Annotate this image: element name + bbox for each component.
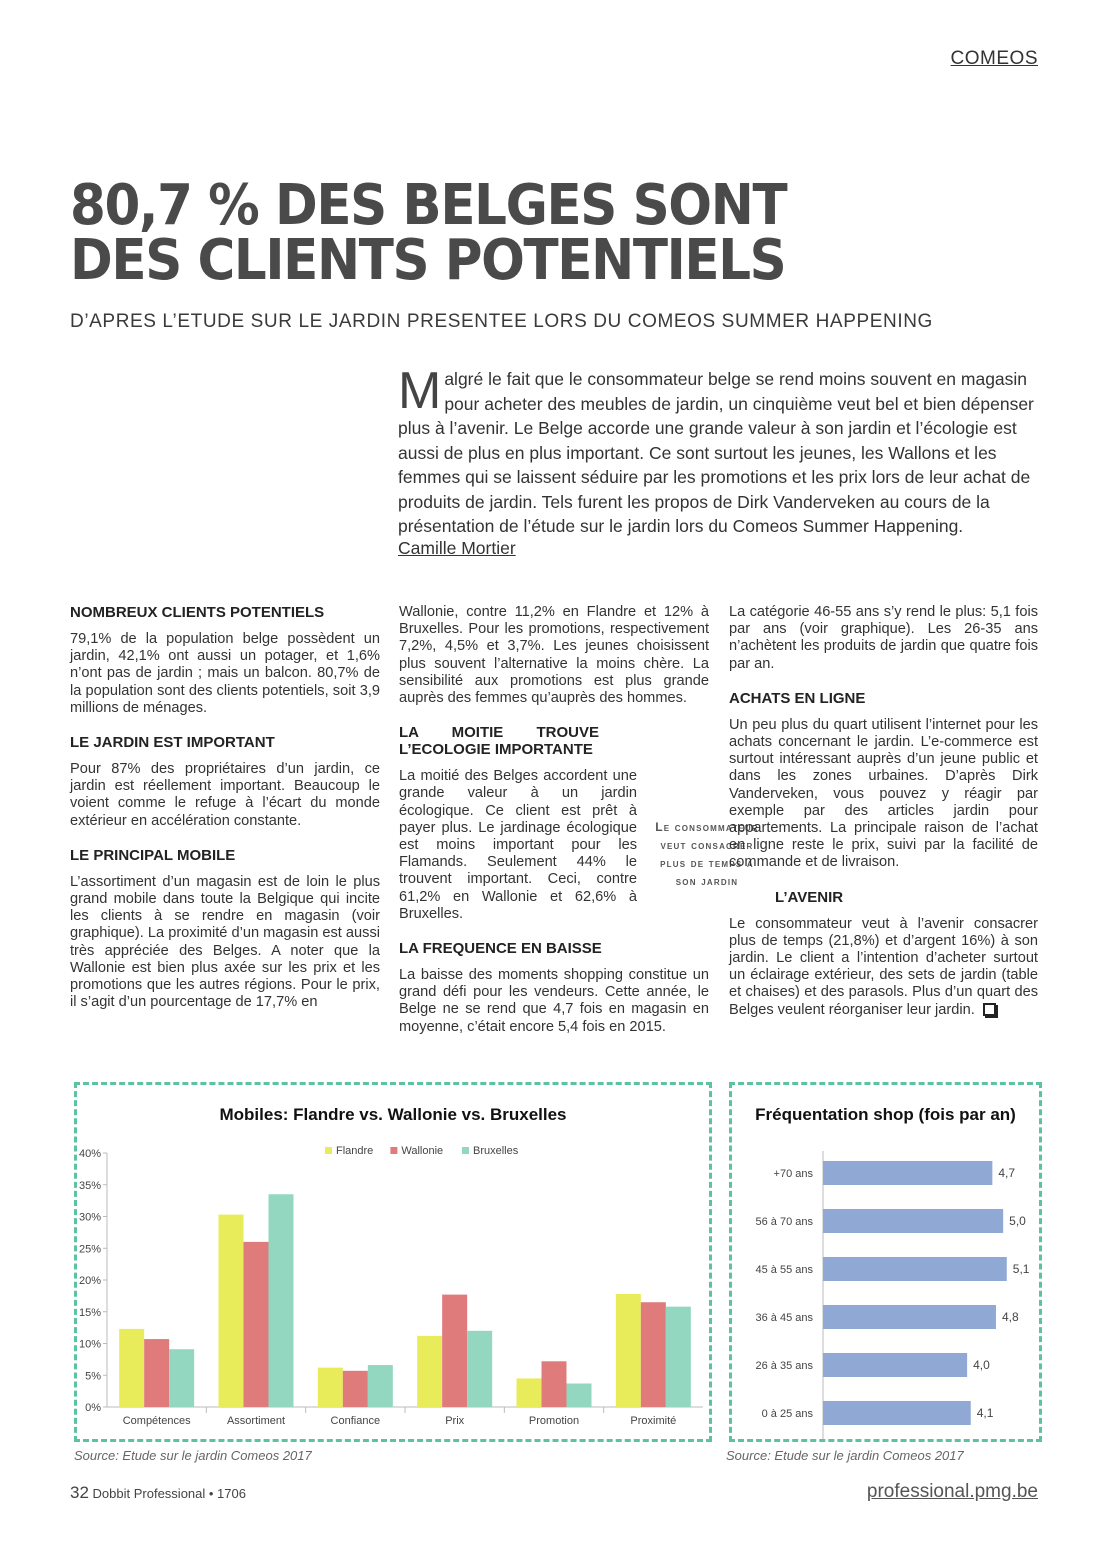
paragraph — [729, 916, 1038, 1019]
x-tick-label: Proximité — [630, 1415, 677, 1427]
heading-achats-en-ligne: ACHATS EN LIGNE — [729, 689, 866, 707]
footer-left — [70, 1483, 246, 1503]
bar-wallonie — [144, 1339, 169, 1407]
section-tag: COMEOS — [950, 48, 1038, 69]
end-mark-icon — [983, 1003, 996, 1016]
bar-flandre — [119, 1329, 144, 1407]
legend-swatch — [325, 1147, 332, 1154]
bar-flandre — [219, 1215, 244, 1407]
y-tick-label: 0 à 25 ans — [761, 1408, 813, 1420]
bar-bruxelles — [169, 1349, 194, 1407]
chart-title: Mobiles: Flandre vs. Wallonie vs. Bruxelles — [219, 1105, 567, 1124]
y-tick-label: 25% — [78, 1243, 101, 1256]
y-tick-label: 35% — [78, 1179, 101, 1192]
bar-bruxelles — [368, 1365, 393, 1407]
paragraph: Wallonie, contre 11,2% en Flandre et 12% à Bruxelles. Pour les promotions, respectivement 7,2%, 4,5% et 3,7%. Les jeunes choisissent plus souvent l’alternative la moins chère. La sensibilité aux promotions est plus grande auprès des femmes qu’auprès des hommes. — [399, 604, 709, 707]
heading-jardin-important: LE JARDIN EST IMPORTANT — [70, 734, 275, 752]
data-label: 4,1 — [976, 1406, 994, 1420]
x-tick-label: Assortiment — [226, 1415, 286, 1427]
paragraph: L’assortiment d’un magasin est de loin le plus grand mobile dans toute la Belgique qui incite les clients à se rendre en magasin (voir graphique). La proximité d’un magasin est aussi très appréciée des Belges. A noter que la Wallonie est bien plus axée sur les prix et les promotions que les autres régions. Pour le prix, il s’agit d’un pourcentage de 17,7% en — [70, 873, 380, 1011]
bar-wallonie — [343, 1371, 368, 1407]
heading-avenir: L’AVENIR — [775, 888, 844, 906]
bar-wallonie — [244, 1242, 269, 1407]
bar — [823, 1161, 992, 1185]
chart-source: Source: Etude sur le jardin Comeos 2017 — [74, 1448, 312, 1463]
dropcap: M — [398, 362, 442, 420]
bar-flandre — [517, 1378, 542, 1407]
headline-line-1: 80,7 % DES BELGES SONT — [70, 173, 787, 238]
legend-swatch — [390, 1147, 397, 1154]
paragraph: La catégorie 46-55 ans s’y rend le plus: 5,1 fois par ans (voir graphique). Les 26-35 ans n’achètent les produits de jardin que quatre fois par an. — [729, 604, 1038, 672]
y-tick-label: 0% — [85, 1402, 101, 1414]
heading-ecologie: LA MOITIE TROUVE L’ECOLOGIE IMPORTANTE — [399, 724, 599, 759]
legend-label: Bruxelles — [473, 1145, 519, 1157]
paragraph-text: Un peu plus du quart utilisent l’internet pour les achats concernant le jardin. L’e-commerce est surtout intéressant auprès d’un jeune public et dans les zones urbaines. D’après Dirk Vanderveken, vous pouvez y réagir par exemple par des articles jardin pour appartements. La principale raison de l’achat en ligne reste le prix, suivi par la facilité de commande et de livraison. — [729, 716, 1038, 871]
bar — [823, 1209, 1003, 1233]
legend-label: Wallonie — [401, 1145, 444, 1157]
bar-bruxelles — [567, 1384, 592, 1407]
bar — [823, 1353, 967, 1377]
y-tick-label: 15% — [78, 1306, 101, 1319]
chart-source: Source: Etude sur le jardin Comeos 2017 — [726, 1448, 964, 1463]
bar-bruxelles — [269, 1194, 294, 1407]
paragraph: La moitié des Belges accordent une grande valeur à un jardin écologique. Ce client est prêt à payer plus. Le jardinage écologique est moins important pour les Flamands. Seulement 44% le trouvent important. Ceci, contre 61,2% en Wallonie et 62,6% à Bruxelles. — [399, 768, 637, 922]
pull-quote: Le consommateur veut consacrer plus de temps a son jardin — [655, 820, 759, 888]
magazine-name: Dobbit Professional • 1706 — [92, 1486, 246, 1501]
bar — [823, 1401, 971, 1425]
paragraph: La baisse des moments shopping constitue un grand défi pour les vendeurs. Cette année, le Belge ne se rend que 4,7 fois en magasin en moyenne, c’était encore 5,4 fois en 2015. — [399, 967, 709, 1035]
y-tick-label: +70 ans — [773, 1168, 813, 1180]
paragraph: Pour 87% des propriétaires d’un jardin, ce jardin est réellement important. Beaucoup le voient comme le refuge à l’écart du monde extérieur en accélération constante. — [70, 761, 380, 829]
lead-text: algré le fait que le consommateur belge se rend moins souvent en magasin pour acheter des meubles de jardin, un cinquième veut bel et bien dépenser plus à l’avenir. Le Belge accorde une grande valeur à son jardin et l’écologie est aussi de plus en plus important. Ce sont surtout les jeunes, les Wallons et les femmes qui se laissent séduire par les promotions et les prix lors de leur achat de produits de jardin. Tels furent les propos de Dirk Vanderveken au cours de la présentation de l’étude sur le jardin lors du Comeos Summer Happening. — [398, 369, 1034, 536]
bar-wallonie — [442, 1295, 467, 1407]
bar — [823, 1257, 1007, 1281]
headline-line-2: DES CLIENTS POTENTIELS — [70, 228, 786, 293]
y-tick-label: 20% — [78, 1275, 101, 1287]
heading-nombreux-clients: NOMBREUX CLIENTS POTENTIELS — [70, 604, 325, 621]
y-tick-label: 36 à 45 ans — [755, 1312, 813, 1324]
paragraph: 79,1% de la population belge possèdent un jardin, 42,1% ont aussi un potager, et 1,6% n’ont pas de jardin ; mais un balcon. 80,7% de la population sont des clients potentiels, soit 3,9 millions de ménages. — [70, 631, 380, 716]
chart-mobiles — [77, 1119, 709, 1439]
bar-flandre — [616, 1294, 641, 1407]
column-1 — [70, 604, 380, 1011]
legend-swatch — [462, 1147, 469, 1154]
website-link[interactable]: professional.pmg.be — [866, 1481, 1038, 1502]
bar-wallonie — [542, 1361, 567, 1407]
column-3 — [729, 604, 1038, 1019]
chart-title: Fréquentation shop (fois par an) — [755, 1105, 1016, 1124]
bar-bruxelles — [467, 1331, 492, 1407]
page-number: 32 — [70, 1483, 89, 1502]
data-label: 4,8 — [1001, 1310, 1019, 1324]
chart-mobiles-frame — [74, 1082, 712, 1442]
x-tick-label: Prix — [445, 1415, 465, 1427]
y-tick-label: 5% — [85, 1370, 101, 1383]
chart-frequentation-frame — [729, 1082, 1042, 1442]
headline — [70, 173, 898, 293]
x-tick-label: Promotion — [528, 1415, 580, 1427]
bar-flandre — [318, 1368, 343, 1407]
paragraph — [729, 717, 1038, 872]
data-label: 5,0 — [1009, 1214, 1026, 1228]
legend-label: Flandre — [336, 1145, 374, 1157]
author-link[interactable]: Camille Mortier — [398, 538, 516, 558]
lead-paragraph — [398, 362, 1038, 539]
bar — [823, 1305, 996, 1329]
chart-frequentation — [732, 1119, 1039, 1439]
y-tick-label: 30% — [78, 1211, 101, 1224]
bar-wallonie — [641, 1302, 666, 1407]
y-tick-label: 10% — [78, 1338, 101, 1351]
y-tick-label: 56 à 70 ans — [755, 1216, 813, 1228]
x-tick-label: Compétences — [122, 1415, 191, 1427]
bar-bruxelles — [666, 1307, 691, 1407]
data-label: 4,0 — [973, 1358, 990, 1372]
paragraph-text: Le consommateur veut à l’avenir consacrer plus de temps (21,8%) et d’argent 16%) à son jardin. Le client a l’intention d’acheter surtout un éclairage extérieur, des sets de jardin (table et chaises) et des parasols. Plus d’un quart des Belges veulent réorganiser leur jardin. — [729, 915, 1038, 1018]
x-tick-label: Confiance — [330, 1415, 381, 1427]
heading-principal-mobile: LE PRINCIPAL MOBILE — [70, 846, 236, 864]
y-tick-label: 45 à 55 ans — [755, 1264, 813, 1276]
subheadline: D’APRES L’ETUDE SUR LE JARDIN PRESENTEE LORS DU COMEOS SUMMER HAPPENING — [70, 311, 933, 332]
data-label: 5,1 — [1012, 1262, 1030, 1276]
y-tick-label: 26 à 35 ans — [755, 1360, 813, 1372]
y-tick-label: 40% — [78, 1148, 101, 1160]
heading-frequence: LA FREQUENCE EN BAISSE — [399, 940, 602, 958]
bar-flandre — [417, 1336, 442, 1407]
data-label: 4,7 — [998, 1166, 1016, 1180]
